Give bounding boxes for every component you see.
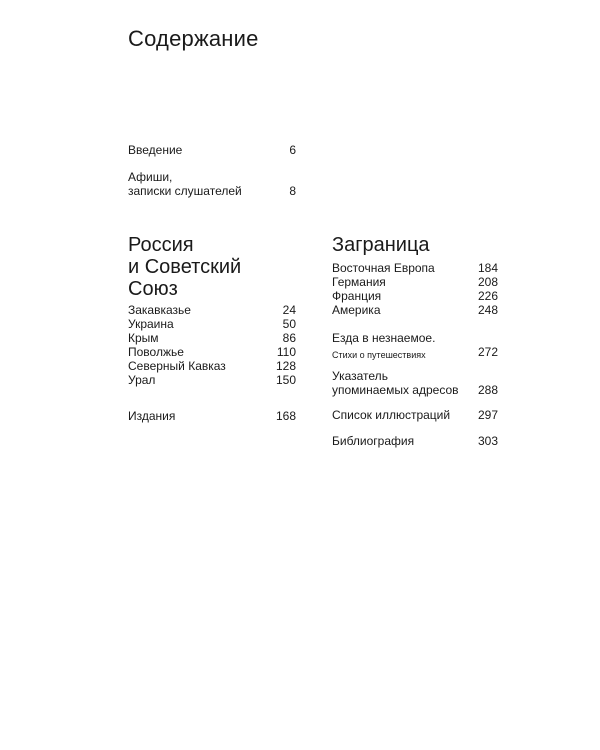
toc-entry-label: Восточная Европа — [332, 261, 435, 275]
toc-entry-page: 6 — [289, 143, 296, 157]
toc-entry-page: 50 — [282, 317, 296, 331]
toc-entry-illustrations[interactable] — [332, 409, 498, 423]
toc-entry-page: 272 — [477, 345, 498, 359]
toc-entry-page: 184 — [477, 261, 498, 275]
toc-entry[interactable] — [332, 304, 498, 318]
toc-entry-label: Поволжье — [128, 345, 184, 359]
toc-entry-label: Закавказье — [128, 303, 191, 317]
section-heading-line: и Советский — [128, 256, 242, 278]
section-heading-line: Россия — [128, 234, 194, 256]
toc-entry-travel[interactable] — [332, 332, 498, 362]
toc-entry[interactable] — [128, 332, 296, 346]
section-heading-line: Союз — [128, 278, 178, 300]
toc-entry-page: 168 — [275, 409, 296, 423]
toc-entry-label-cont: записки слушателей — [128, 184, 242, 198]
toc-entry-page: 110 — [276, 345, 296, 359]
toc-entry-label: Афиши, — [128, 170, 173, 184]
section-heading-russia — [128, 234, 241, 300]
toc-entry[interactable] — [128, 374, 296, 388]
toc-entry-label: Издания — [128, 409, 176, 423]
toc-entry-page: 128 — [275, 359, 296, 373]
toc-entry-label: Германия — [332, 275, 386, 289]
toc-entry[interactable] — [128, 346, 296, 360]
toc-entry-page: 86 — [282, 331, 296, 345]
toc-entry-page: 226 — [477, 289, 498, 303]
toc-entry-label: Указатель — [332, 369, 388, 383]
toc-entry-posters[interactable] — [128, 171, 296, 199]
toc-entry[interactable] — [128, 360, 296, 374]
toc-entry-index[interactable] — [332, 370, 498, 398]
toc-entry[interactable] — [332, 276, 498, 290]
toc-entry-label: Северный Кавказ — [128, 359, 226, 373]
toc-entry-label-cont: упоминаемых адресов — [332, 383, 459, 397]
toc-entry-label: Библиография — [332, 434, 415, 448]
toc-entry-label: Список иллюстраций — [332, 408, 451, 422]
toc-entry-label: Крым — [128, 331, 159, 345]
toc-entry-label: Езда в незнаемое. — [332, 331, 436, 345]
toc-entry-sublabel: Стихи о путешествиях — [332, 350, 426, 360]
section-heading-abroad: Заграница — [332, 234, 430, 256]
toc-entry-page: 248 — [477, 303, 498, 317]
toc-entry-page: 297 — [477, 408, 498, 422]
toc-entry[interactable] — [332, 262, 498, 276]
toc-entry-label: Франция — [332, 289, 382, 303]
toc-entry-page: 150 — [275, 373, 296, 387]
toc-entry[interactable] — [128, 304, 296, 318]
page-title: Содержание — [128, 26, 259, 51]
toc-entry-page: 303 — [477, 434, 498, 448]
toc-entry-label: Украина — [128, 317, 174, 331]
toc-entry-editions[interactable] — [128, 410, 296, 424]
toc-entry-label: Америка — [332, 303, 381, 317]
toc-entry[interactable] — [332, 290, 498, 304]
toc-entry-page: 8 — [289, 184, 296, 198]
toc-entry-page: 208 — [477, 275, 498, 289]
toc-entry-label: Урал — [128, 373, 156, 387]
toc-entry-bibliography[interactable] — [332, 435, 498, 449]
toc-entry-page: 24 — [282, 303, 296, 317]
toc-entry[interactable] — [128, 318, 296, 332]
toc-entry-label: Введение — [128, 143, 183, 157]
toc-entry-page: 288 — [477, 383, 498, 397]
toc-entry-intro[interactable] — [128, 144, 296, 158]
